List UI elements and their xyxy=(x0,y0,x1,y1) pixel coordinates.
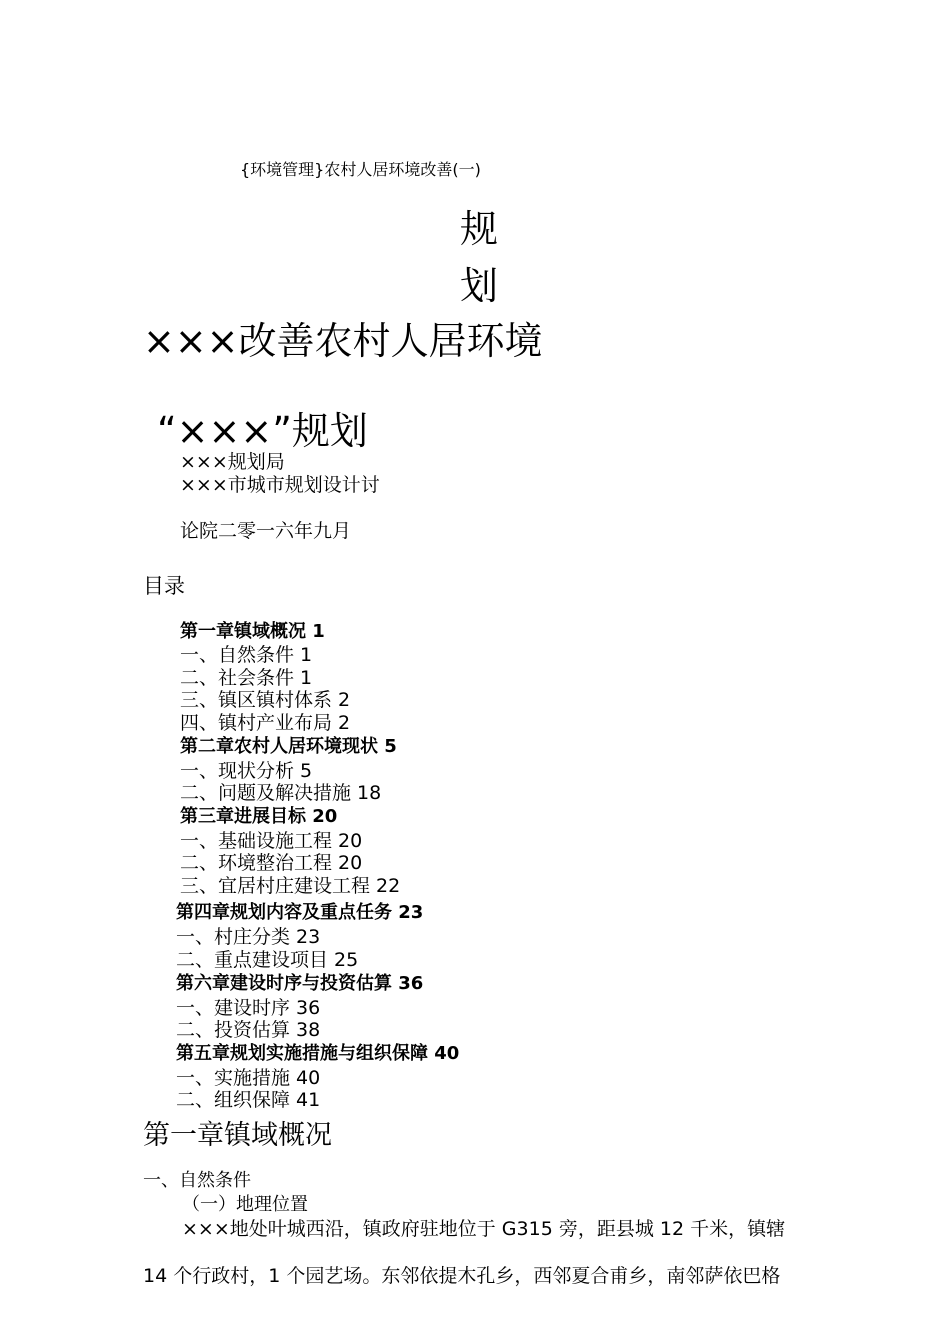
toc-section-entry[interactable]: 一、现状分析 5 xyxy=(180,760,313,782)
toc-section-entry[interactable]: 一、基础设施工程 20 xyxy=(180,830,363,852)
toc-section-entry[interactable]: 三、镇区镇村体系 2 xyxy=(180,689,351,711)
toc-section-entry[interactable]: 一、实施措施 40 xyxy=(176,1067,321,1089)
org-line: ×××规划局 xyxy=(180,451,285,473)
toc-heading: 目录 xyxy=(143,574,185,598)
toc-chapter-entry[interactable]: 第六章建设时序与投资估算 36 xyxy=(176,973,424,994)
subsection-heading: （一）地理位置 xyxy=(182,1194,308,1215)
toc-section-entry[interactable]: 二、环境整治工程 20 xyxy=(180,852,363,874)
body-text-line: 14 个行政村，1 个园艺场。东邻依提木孔乡，西邻夏合甫乡，南邻萨依巴格 xyxy=(143,1265,781,1287)
toc-section-entry[interactable]: 一、自然条件 1 xyxy=(180,644,313,666)
section-heading: 一、自然条件 xyxy=(143,1170,251,1191)
toc-section-entry[interactable]: 二、社会条件 1 xyxy=(180,667,313,689)
toc-chapter-entry[interactable]: 第五章规划实施措施与组织保障 40 xyxy=(176,1043,460,1064)
toc-section-entry[interactable]: 二、投资估算 38 xyxy=(176,1019,321,1041)
plan-title-char: 划 xyxy=(460,264,499,308)
toc-section-entry[interactable]: 二、问题及解决措施 18 xyxy=(180,782,382,804)
document-header-note: {环境管理}农村人居环境改善(一) xyxy=(240,160,481,179)
toc-chapter-entry[interactable]: 第四章规划内容及重点任务 23 xyxy=(176,902,424,923)
org-line: 论院二零一六年九月 xyxy=(180,520,352,542)
toc-section-entry[interactable]: 二、重点建设项目 25 xyxy=(176,949,359,971)
toc-chapter-entry[interactable]: 第三章进展目标 20 xyxy=(180,806,338,827)
chapter-title: 第一章镇域概况 xyxy=(143,1120,332,1151)
toc-section-entry[interactable]: 一、建设时序 36 xyxy=(176,997,321,1019)
plan-title-char: 规 xyxy=(460,207,499,251)
toc-section-entry[interactable]: 四、镇村产业布局 2 xyxy=(180,712,351,734)
toc-chapter-entry[interactable]: 第一章镇域概况 1 xyxy=(180,621,325,642)
toc-section-entry[interactable]: 二、组织保障 41 xyxy=(176,1089,321,1111)
toc-chapter-entry[interactable]: 第二章农村人居环境现状 5 xyxy=(180,736,397,757)
main-title: ×××改善农村人居环境 xyxy=(143,319,543,363)
org-line: ×××市城市规划设计讨 xyxy=(180,474,380,496)
toc-section-entry[interactable]: 一、村庄分类 23 xyxy=(176,926,321,948)
sub-title: “×××”规划 xyxy=(157,409,368,453)
body-text-line: ×××地处叶城西沿，镇政府驻地位于 G315 旁，距县城 12 千米，镇辖 xyxy=(182,1218,786,1240)
toc-section-entry[interactable]: 三、宜居村庄建设工程 22 xyxy=(180,875,401,897)
